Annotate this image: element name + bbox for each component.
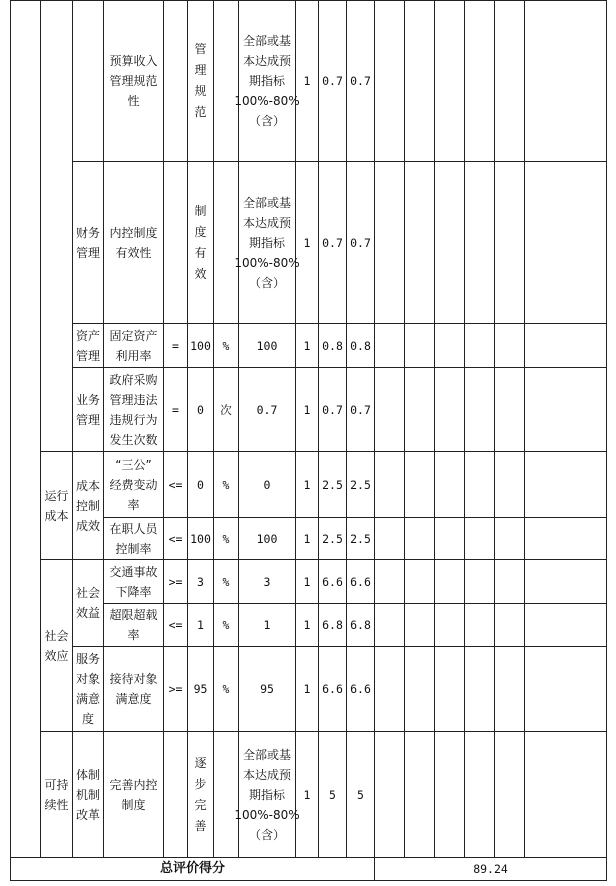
indicator-cell-text: 预算收入 管理规范 性 bbox=[109, 54, 158, 108]
score-cell-text: 2.5 bbox=[350, 531, 371, 546]
target-score-cell bbox=[318, 0, 347, 162]
level2-cell bbox=[72, 161, 104, 324]
value-cell-text: 95 bbox=[193, 682, 208, 696]
operator-cell-text: = bbox=[172, 402, 179, 417]
level1-cell-text: 可持 续性 bbox=[44, 777, 69, 812]
empty-cell bbox=[374, 451, 405, 518]
score-cell bbox=[346, 161, 375, 324]
target-score-cell bbox=[318, 161, 347, 324]
empty-cell bbox=[434, 731, 465, 858]
value-cell bbox=[187, 646, 214, 732]
weight-cell bbox=[295, 517, 319, 560]
weight-cell-text: 1 bbox=[303, 402, 311, 417]
target-score-cell-text: 5 bbox=[329, 787, 336, 802]
operator-cell bbox=[163, 451, 188, 518]
indicator-cell-text: 固定资产 利用率 bbox=[109, 328, 158, 363]
level2-cell-text: 服务 对象 满意 度 bbox=[75, 652, 100, 726]
weight-cell-text: 1 bbox=[303, 477, 311, 492]
level2-cell-text: 社会 效益 bbox=[75, 586, 100, 620]
operator-cell-text: >= bbox=[168, 682, 183, 696]
score-cell bbox=[346, 0, 375, 162]
level2-cell bbox=[72, 731, 104, 858]
unit-cell bbox=[213, 517, 239, 560]
empty-cell bbox=[404, 323, 435, 368]
operator-cell bbox=[163, 603, 188, 647]
indicator-cell bbox=[103, 559, 164, 604]
target-score-cell bbox=[318, 451, 347, 518]
empty-cell bbox=[524, 646, 607, 732]
empty-cell bbox=[404, 161, 435, 324]
target-score-cell-text: 0.7 bbox=[322, 402, 343, 417]
level2-cell-text: 资产 管理 bbox=[75, 328, 100, 363]
standard-cell-text: 0 bbox=[263, 477, 271, 492]
value-cell-text: 100 bbox=[190, 531, 211, 546]
target-score-cell bbox=[318, 603, 347, 647]
operator-cell bbox=[163, 646, 188, 732]
weight-cell bbox=[295, 451, 319, 518]
category-cell bbox=[10, 0, 41, 858]
empty-cell bbox=[524, 731, 607, 858]
empty-cell bbox=[374, 646, 405, 732]
empty-cell bbox=[524, 603, 607, 647]
empty-cell bbox=[374, 603, 405, 647]
value-cell bbox=[187, 731, 214, 858]
target-score-cell bbox=[318, 731, 347, 858]
level1-cell bbox=[40, 559, 73, 732]
score-cell-text: 5 bbox=[357, 787, 364, 802]
score-cell-text: 2.5 bbox=[350, 477, 371, 492]
weight-cell bbox=[295, 646, 319, 732]
score-cell bbox=[346, 451, 375, 518]
operator-cell bbox=[163, 323, 188, 368]
empty-cell bbox=[404, 646, 435, 732]
empty-cell bbox=[464, 367, 495, 452]
score-cell-text: 6.6 bbox=[350, 682, 371, 696]
empty-cell bbox=[464, 517, 495, 560]
empty-cell bbox=[374, 0, 405, 162]
weight-cell bbox=[295, 323, 319, 368]
unit-cell bbox=[213, 603, 239, 647]
indicator-cell-text: 在职人员 控制率 bbox=[109, 521, 158, 556]
empty-cell bbox=[434, 646, 465, 732]
standard-cell-text: 100 bbox=[256, 531, 278, 546]
operator-cell-text: >= bbox=[168, 574, 183, 589]
level2-cell-text: 成本 控制 成效 bbox=[75, 478, 100, 533]
unit-cell bbox=[213, 367, 239, 452]
level1-cell bbox=[40, 731, 73, 858]
operator-cell bbox=[163, 367, 188, 452]
empty-cell bbox=[494, 731, 525, 858]
standard-cell bbox=[238, 367, 296, 452]
indicator-cell-text: 超限超载 率 bbox=[109, 608, 158, 642]
empty-cell bbox=[374, 367, 405, 452]
operator-cell-text: <= bbox=[168, 531, 183, 546]
unit-cell-text: % bbox=[222, 531, 230, 546]
weight-cell-text: 1 bbox=[303, 74, 311, 88]
unit-cell-text: % bbox=[222, 574, 230, 589]
target-score-cell-text: 0.7 bbox=[322, 74, 343, 88]
weight-cell bbox=[295, 603, 319, 647]
indicator-cell bbox=[103, 323, 164, 368]
level1-cell bbox=[40, 451, 73, 560]
empty-cell bbox=[494, 451, 525, 518]
score-cell-text: 0.7 bbox=[350, 74, 371, 88]
unit-cell-text: % bbox=[222, 682, 230, 696]
empty-cell bbox=[524, 161, 607, 324]
unit-cell-text: 次 bbox=[220, 402, 232, 417]
value-cell-text: 0 bbox=[197, 477, 204, 492]
empty-cell bbox=[434, 559, 465, 604]
empty-cell bbox=[464, 603, 495, 647]
level2-cell bbox=[72, 367, 104, 452]
empty-cell bbox=[404, 451, 435, 518]
empty-cell bbox=[494, 0, 525, 162]
value-cell bbox=[187, 517, 214, 560]
empty-cell bbox=[404, 367, 435, 452]
score-cell-text: 0.7 bbox=[350, 402, 371, 417]
value-cell bbox=[187, 367, 214, 452]
score-cell bbox=[346, 367, 375, 452]
indicator-cell bbox=[103, 517, 164, 560]
level2-cell bbox=[72, 646, 104, 732]
unit-cell-text: % bbox=[222, 618, 230, 632]
empty-cell bbox=[464, 323, 495, 368]
indicator-cell bbox=[103, 0, 164, 162]
operator-cell bbox=[163, 0, 188, 162]
empty-cell bbox=[404, 731, 435, 858]
level2-cell-text: 财务 管理 bbox=[75, 225, 100, 260]
standard-cell bbox=[238, 517, 296, 560]
standard-cell bbox=[234, 0, 300, 162]
empty-cell bbox=[494, 603, 525, 647]
empty-cell bbox=[404, 559, 435, 604]
total-score-cell-text: 89.24 bbox=[473, 862, 508, 876]
standard-cell-text: 0.7 bbox=[256, 402, 278, 417]
level2-cell bbox=[72, 559, 104, 647]
empty-cell bbox=[434, 323, 465, 368]
standard-cell bbox=[238, 559, 296, 604]
standard-cell-text: 全部或基 本达成预 期指标 100%-80% （含） bbox=[234, 747, 300, 842]
value-cell-text: 0 bbox=[197, 402, 204, 417]
target-score-cell-text: 6.6 bbox=[322, 574, 343, 589]
standard-cell-text: 100 bbox=[256, 338, 278, 353]
weight-cell-text: 1 bbox=[303, 531, 311, 546]
empty-cell bbox=[374, 517, 405, 560]
unit-cell-text: % bbox=[222, 338, 230, 353]
score-cell-text: 6.6 bbox=[350, 574, 371, 589]
weight-cell bbox=[295, 367, 319, 452]
value-cell bbox=[187, 323, 214, 368]
value-cell-text: 制 度 有 效 bbox=[194, 203, 207, 281]
score-cell bbox=[346, 323, 375, 368]
indicator-cell-text: 交通事故 下降率 bbox=[109, 564, 158, 599]
target-score-cell bbox=[318, 367, 347, 452]
empty-cell bbox=[494, 559, 525, 604]
empty-cell bbox=[374, 323, 405, 368]
operator-cell bbox=[163, 517, 188, 560]
empty-cell bbox=[494, 517, 525, 560]
score-cell bbox=[346, 603, 375, 647]
weight-cell-text: 1 bbox=[303, 682, 311, 696]
indicator-cell bbox=[103, 646, 164, 732]
weight-cell bbox=[295, 161, 319, 324]
value-cell-text: 1 bbox=[197, 618, 204, 632]
indicator-cell bbox=[103, 731, 164, 858]
empty-cell bbox=[464, 451, 495, 518]
empty-cell bbox=[434, 0, 465, 162]
level2-cell bbox=[72, 323, 104, 368]
unit-cell bbox=[213, 323, 239, 368]
operator-cell-text: <= bbox=[168, 618, 183, 632]
weight-cell-text: 1 bbox=[303, 618, 311, 632]
target-score-cell bbox=[318, 323, 347, 368]
unit-cell bbox=[213, 559, 239, 604]
weight-cell bbox=[295, 0, 319, 162]
empty-cell bbox=[494, 161, 525, 324]
empty-cell bbox=[374, 161, 405, 324]
level1-cell bbox=[40, 0, 73, 452]
value-cell-text: 100 bbox=[190, 338, 211, 353]
target-score-cell bbox=[318, 517, 347, 560]
empty-cell bbox=[404, 0, 435, 162]
standard-cell-text: 1 bbox=[263, 618, 271, 632]
empty-cell bbox=[434, 161, 465, 324]
score-cell bbox=[346, 517, 375, 560]
target-score-cell-text: 6.8 bbox=[322, 618, 343, 632]
target-score-cell-text: 2.5 bbox=[322, 531, 343, 546]
empty-cell bbox=[524, 323, 607, 368]
weight-cell-text: 1 bbox=[303, 338, 311, 353]
empty-cell bbox=[434, 451, 465, 518]
indicator-cell bbox=[103, 161, 164, 324]
target-score-cell bbox=[318, 646, 347, 732]
empty-cell bbox=[464, 161, 495, 324]
indicator-cell-text: 内控制度 有效性 bbox=[109, 225, 158, 260]
empty-cell bbox=[374, 731, 405, 858]
target-score-cell-text: 6.6 bbox=[322, 682, 343, 696]
empty-cell bbox=[494, 646, 525, 732]
standard-cell bbox=[234, 161, 300, 324]
indicator-cell-text: 接待对象 满意度 bbox=[109, 672, 158, 706]
standard-cell bbox=[234, 731, 300, 858]
score-cell-text: 6.8 bbox=[350, 618, 371, 632]
empty-cell bbox=[494, 323, 525, 368]
empty-cell bbox=[524, 559, 607, 604]
indicator-cell-text: 完善内控 制度 bbox=[109, 777, 158, 812]
standard-cell-text: 3 bbox=[263, 574, 271, 589]
empty-cell bbox=[464, 559, 495, 604]
target-score-cell-text: 0.8 bbox=[322, 338, 343, 353]
score-cell-text: 0.8 bbox=[350, 338, 371, 353]
standard-cell bbox=[238, 646, 296, 732]
value-cell bbox=[187, 603, 214, 647]
standard-cell-text: 全部或基 本达成预 期指标 100%-80% （含） bbox=[234, 195, 300, 290]
score-cell bbox=[346, 559, 375, 604]
value-cell bbox=[187, 0, 214, 162]
operator-cell bbox=[163, 161, 188, 324]
score-cell bbox=[346, 646, 375, 732]
empty-cell bbox=[524, 367, 607, 452]
indicator-cell-text: “三公” 经费变动 率 bbox=[109, 457, 158, 512]
operator-cell bbox=[163, 559, 188, 604]
empty-cell bbox=[494, 367, 525, 452]
unit-cell-text: % bbox=[222, 477, 230, 492]
level1-cell-text: 运行 成本 bbox=[44, 488, 69, 523]
total-label-cell bbox=[10, 857, 375, 881]
empty-cell bbox=[434, 603, 465, 647]
operator-cell-text: <= bbox=[168, 477, 183, 492]
weight-cell-text: 1 bbox=[303, 235, 311, 250]
standard-cell-text: 全部或基 本达成预 期指标 100%-80% （含） bbox=[234, 34, 300, 128]
empty-cell bbox=[404, 603, 435, 647]
level2-cell bbox=[72, 0, 104, 162]
operator-cell bbox=[163, 731, 188, 858]
level2-cell-text: 体制 机制 改革 bbox=[75, 767, 100, 822]
weight-cell bbox=[295, 731, 319, 858]
value-cell bbox=[187, 161, 214, 324]
empty-cell bbox=[464, 646, 495, 732]
unit-cell bbox=[213, 646, 239, 732]
score-cell bbox=[346, 731, 375, 858]
unit-cell bbox=[213, 451, 239, 518]
weight-cell bbox=[295, 559, 319, 604]
empty-cell bbox=[524, 451, 607, 518]
indicator-cell-text: 政府采购 管理违法 违规行为 发生次数 bbox=[109, 372, 158, 447]
value-cell-text: 逐 步 完 善 bbox=[194, 755, 207, 833]
empty-cell bbox=[464, 0, 495, 162]
weight-cell-text: 1 bbox=[303, 574, 311, 589]
value-cell bbox=[187, 559, 214, 604]
total-label-cell-text: 总评价得分 bbox=[159, 861, 225, 876]
standard-cell bbox=[238, 603, 296, 647]
level1-cell-text: 社会 效应 bbox=[44, 628, 69, 663]
standard-cell bbox=[238, 323, 296, 368]
value-cell-text: 管 理 规 范 bbox=[194, 42, 207, 119]
level2-cell-text: 业务 管理 bbox=[75, 392, 100, 427]
value-cell bbox=[187, 451, 214, 518]
standard-cell-text: 95 bbox=[260, 682, 274, 696]
weight-cell-text: 1 bbox=[303, 787, 311, 802]
operator-cell-text: = bbox=[172, 338, 179, 353]
standard-cell bbox=[238, 451, 296, 518]
level2-cell bbox=[72, 451, 104, 560]
indicator-cell bbox=[103, 451, 164, 518]
target-score-cell bbox=[318, 559, 347, 604]
total-score-cell bbox=[374, 857, 607, 881]
indicator-cell bbox=[103, 367, 164, 452]
score-cell-text: 0.7 bbox=[350, 235, 371, 250]
empty-cell bbox=[404, 517, 435, 560]
target-score-cell-text: 2.5 bbox=[322, 477, 343, 492]
empty-cell bbox=[434, 517, 465, 560]
target-score-cell-text: 0.7 bbox=[322, 235, 343, 250]
empty-cell bbox=[464, 731, 495, 858]
indicator-cell bbox=[103, 603, 164, 647]
value-cell-text: 3 bbox=[197, 574, 204, 589]
empty-cell bbox=[434, 367, 465, 452]
empty-cell bbox=[524, 517, 607, 560]
empty-cell bbox=[524, 0, 607, 162]
empty-cell bbox=[374, 559, 405, 604]
